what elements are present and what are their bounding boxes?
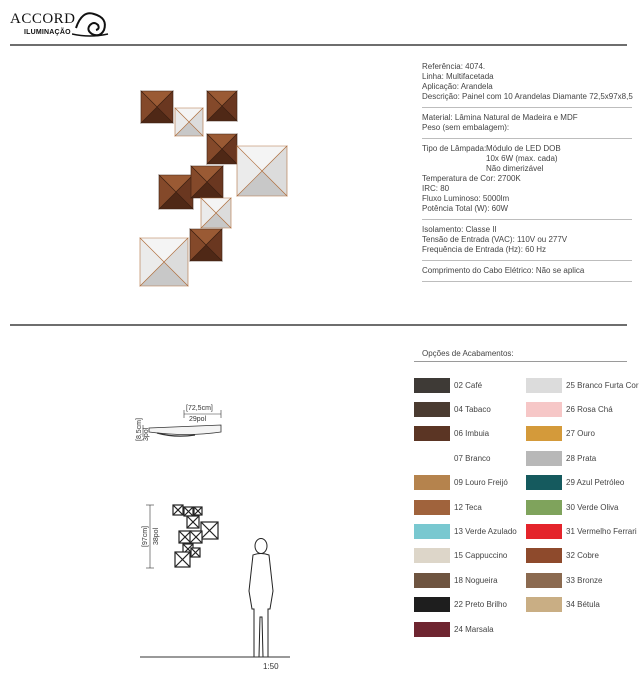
finish-option[interactable]: [526, 498, 618, 516]
finish-swatch: [414, 500, 450, 515]
finish-option[interactable]: [526, 596, 600, 614]
finish-swatch: [414, 475, 450, 490]
finish-swatch: [526, 402, 562, 417]
finish-label: 25 Branco Furta Cor: [566, 380, 639, 390]
finish-label: 26 Rosa Chá: [566, 404, 613, 414]
finish-label: 15 Cappuccino: [454, 551, 508, 561]
spec-lamp: [422, 144, 632, 219]
product-image: [135, 88, 295, 293]
spec-general: [422, 62, 632, 107]
spec-material: [422, 113, 632, 138]
spec-reference: Referência: 4074.: [422, 62, 486, 71]
finish-label: 12 Teca: [454, 502, 482, 512]
finish-swatch: [414, 548, 450, 563]
finish-swatch: [526, 597, 562, 612]
finish-option[interactable]: [526, 449, 596, 467]
spec-lamp-value: 10x 6W (max. cada): [486, 154, 558, 163]
finish-swatch: [526, 500, 562, 515]
finish-option[interactable]: [526, 547, 599, 565]
spec-divider: [422, 107, 632, 108]
finish-option[interactable]: [414, 571, 498, 589]
finish-label: 07 Branco: [454, 453, 491, 463]
spec-lamp-row: [422, 144, 632, 174]
scale-label: 1:50: [263, 662, 279, 671]
spec-cable-length: Comprimento do Cabo Elétrico: Não se aplica: [422, 266, 585, 275]
finish-label: 31 Vermelho Ferrari: [566, 526, 637, 536]
finish-option[interactable]: [414, 620, 494, 638]
mid-divider: [10, 324, 627, 326]
finish-label: 04 Tabaco: [454, 404, 491, 414]
spec-input-voltage: Tensão de Entrada (VAC): 110V ou 277V: [422, 235, 568, 244]
person-silhouette-icon: [249, 539, 273, 658]
finish-swatch: [526, 378, 562, 393]
front-view: [142, 505, 218, 568]
top-divider: [10, 44, 627, 46]
finish-option[interactable]: [414, 400, 491, 418]
finish-label: 33 Bronze: [566, 575, 603, 585]
height-in-label: 38pol: [153, 527, 160, 545]
finish-swatch: [526, 426, 562, 441]
spec-lamp-value: Não dimerizável: [486, 164, 544, 173]
finish-swatch: [414, 378, 450, 393]
finish-swatch: [414, 524, 450, 539]
finish-option[interactable]: [414, 547, 507, 565]
spec-lamp-values: [486, 144, 561, 174]
spec-divider: [422, 260, 632, 261]
spec-divider: [422, 138, 632, 139]
finish-option[interactable]: [414, 522, 517, 540]
finish-swatch: [414, 597, 450, 612]
finish-swatch: [414, 426, 450, 441]
spec-description: Descrição: Painel com 10 Arandelas Diamante 72,5x97x8,5: [422, 92, 633, 101]
finish-label: 02 Café: [454, 380, 483, 390]
finish-label: 24 Marsala: [454, 624, 494, 634]
spec-divider: [422, 281, 632, 282]
spec-application: Aplicação: Arandela: [422, 82, 493, 91]
finish-option[interactable]: [526, 425, 595, 443]
technical-drawing: [135, 395, 295, 680]
finish-swatch: [414, 451, 450, 466]
finish-label: 13 Verde Azulado: [454, 526, 517, 536]
finish-option[interactable]: [526, 474, 624, 492]
spec-luminous-flux: Fluxo Luminoso: 5000lm: [422, 194, 510, 203]
finish-option[interactable]: [414, 376, 482, 394]
spec-color-temp: Temperatura de Cor: 2700K: [422, 174, 521, 183]
spec-insulation: Isolamento: Classe II: [422, 225, 497, 234]
spec-lamp-label: Tipo de Lâmpada:: [422, 144, 487, 153]
finish-swatch: [526, 573, 562, 588]
depth-in-label: 3pol: [143, 427, 150, 441]
finish-label: 28 Prata: [566, 453, 597, 463]
brand-name: ACCORD: [10, 11, 76, 27]
finish-label: 27 Ouro: [566, 429, 595, 439]
width-cm-label: [72,5cm]: [186, 405, 213, 412]
finish-option[interactable]: [414, 596, 507, 614]
spec-electrical: [422, 225, 632, 260]
finish-option[interactable]: [414, 474, 508, 492]
finish-option[interactable]: [526, 571, 602, 589]
finish-label: 18 Nogueira: [454, 575, 498, 585]
finish-swatch: [526, 548, 562, 563]
finish-label: 30 Verde Oliva: [566, 502, 619, 512]
finish-option[interactable]: [414, 425, 489, 443]
finish-option[interactable]: [526, 400, 613, 418]
finishes-title: Opções de Acabamentos:: [422, 349, 514, 358]
spec-divider: [422, 219, 632, 220]
finish-label: 32 Cobre: [566, 551, 599, 561]
spec-weight: Peso (sem embalagem):: [422, 123, 510, 132]
top-view: [136, 405, 221, 441]
finish-option[interactable]: [526, 376, 638, 394]
brand-tagline: ILUMINAÇÃO: [24, 29, 71, 36]
depth-cm-label: [8,5cm]: [136, 418, 143, 441]
spec-line-name: Linha: Multifacetada: [422, 72, 494, 81]
finish-option[interactable]: [414, 498, 482, 516]
finish-option[interactable]: [414, 449, 490, 467]
spec-input-frequency: Frequência de Entrada (Hz): 60 Hz: [422, 245, 547, 254]
spec-sheet: [422, 62, 632, 287]
finish-swatch: [414, 402, 450, 417]
finish-swatch: [414, 622, 450, 637]
spec-material-line: Material: Lâmina Natural de Madeira e MDF: [422, 113, 578, 122]
finish-option[interactable]: [526, 522, 637, 540]
finish-swatch: [526, 524, 562, 539]
finish-label: 09 Louro Freijó: [454, 478, 508, 488]
width-in-label: 29pol: [189, 416, 207, 423]
finish-label: 29 Azul Petróleo: [566, 478, 625, 488]
spec-total-power: Potência Total (W): 60W: [422, 204, 509, 213]
spec-irc: IRC: 80: [422, 184, 450, 193]
spec-lamp-value: Módulo de LED DOB: [486, 144, 561, 153]
height-cm-label: [97cm]: [142, 525, 149, 547]
finish-label: 34 Bétula: [566, 600, 600, 610]
snail-logo-icon: [72, 8, 112, 40]
spec-cable: [422, 266, 632, 281]
finish-swatch: [414, 573, 450, 588]
finish-swatch: [526, 451, 562, 466]
brand-logo: [10, 6, 110, 40]
finish-swatch: [526, 475, 562, 490]
finish-label: 06 Imbuia: [454, 429, 490, 439]
finish-label: 22 Preto Brilho: [454, 600, 507, 610]
finishes-divider: [414, 361, 627, 362]
